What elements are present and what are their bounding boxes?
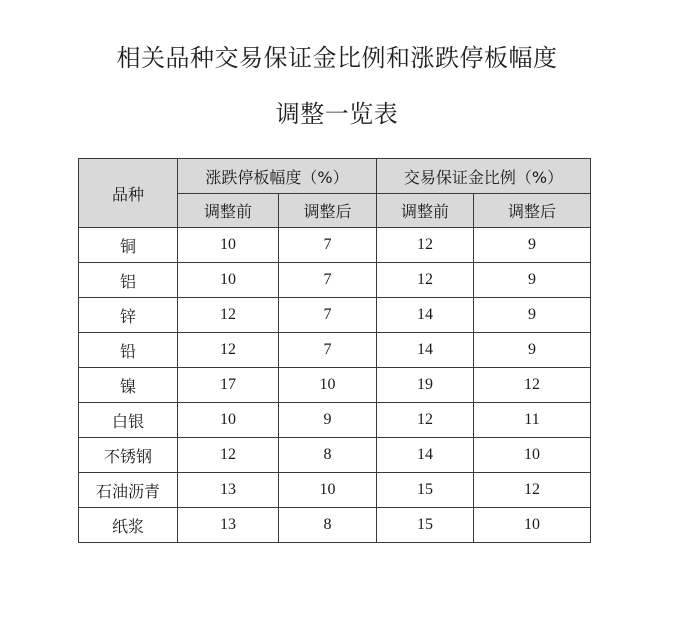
product-name-cell: 锌 [79, 298, 178, 333]
margin-before-cell: 19 [377, 368, 474, 403]
limit-after-cell: 10 [279, 368, 377, 403]
limit-after-cell: 9 [279, 403, 377, 438]
table-row [79, 263, 591, 298]
table-body [79, 228, 591, 543]
margin-after-cell: 12 [474, 473, 591, 508]
adjustment-table [78, 158, 591, 543]
limit-before-cell: 12 [178, 438, 279, 473]
margin-before-cell: 12 [377, 263, 474, 298]
limit-after-cell: 7 [279, 228, 377, 263]
table-row [79, 403, 591, 438]
margin-after-cell: 10 [474, 508, 591, 543]
table-row [79, 438, 591, 473]
limit-before-cell: 12 [178, 298, 279, 333]
header-margin-after: 调整后 [474, 194, 591, 228]
product-name-cell: 铅 [79, 333, 178, 368]
margin-before-cell: 15 [377, 473, 474, 508]
product-name-cell: 纸浆 [79, 508, 178, 543]
margin-before-cell: 12 [377, 403, 474, 438]
limit-after-cell: 7 [279, 333, 377, 368]
margin-before-cell: 15 [377, 508, 474, 543]
margin-before-cell: 14 [377, 438, 474, 473]
table-row [79, 228, 591, 263]
limit-after-cell: 7 [279, 263, 377, 298]
limit-before-cell: 13 [178, 508, 279, 543]
margin-after-cell: 10 [474, 438, 591, 473]
margin-after-cell: 9 [474, 263, 591, 298]
header-margin-group: 交易保证金比例（%） [377, 159, 591, 194]
limit-before-cell: 17 [178, 368, 279, 403]
document-title: 相关品种交易保证金比例和涨跌停板幅度 [116, 44, 558, 72]
margin-after-cell: 9 [474, 333, 591, 368]
limit-after-cell: 7 [279, 298, 377, 333]
product-name-cell: 石油沥青 [79, 473, 178, 508]
limit-before-cell: 12 [178, 333, 279, 368]
table-row [79, 508, 591, 543]
margin-before-cell: 14 [377, 333, 474, 368]
header-product: 品种 [79, 159, 178, 228]
limit-after-cell: 8 [279, 508, 377, 543]
limit-after-cell: 10 [279, 473, 377, 508]
margin-after-cell: 12 [474, 368, 591, 403]
margin-before-cell: 12 [377, 228, 474, 263]
margin-after-cell: 11 [474, 403, 591, 438]
limit-after-cell: 8 [279, 438, 377, 473]
product-name-cell: 白银 [79, 403, 178, 438]
product-name-cell: 镍 [79, 368, 178, 403]
header-margin-before: 调整前 [377, 194, 474, 228]
limit-before-cell: 10 [178, 263, 279, 298]
limit-before-cell: 10 [178, 403, 279, 438]
table-row [79, 298, 591, 333]
product-name-cell: 不锈钢 [79, 438, 178, 473]
table-row [79, 333, 591, 368]
limit-before-cell: 13 [178, 473, 279, 508]
limit-before-cell: 10 [178, 228, 279, 263]
margin-before-cell: 14 [377, 298, 474, 333]
header-limit-before: 调整前 [178, 194, 279, 228]
margin-after-cell: 9 [474, 228, 591, 263]
header-limit-after: 调整后 [279, 194, 377, 228]
table-row [79, 473, 591, 508]
document-subtitle: 调整一览表 [275, 100, 399, 128]
header-limit-group: 涨跌停板幅度（%） [178, 159, 377, 194]
table-header-row [79, 159, 591, 194]
table-row [79, 368, 591, 403]
margin-after-cell: 9 [474, 298, 591, 333]
product-name-cell: 铝 [79, 263, 178, 298]
product-name-cell: 铜 [79, 228, 178, 263]
